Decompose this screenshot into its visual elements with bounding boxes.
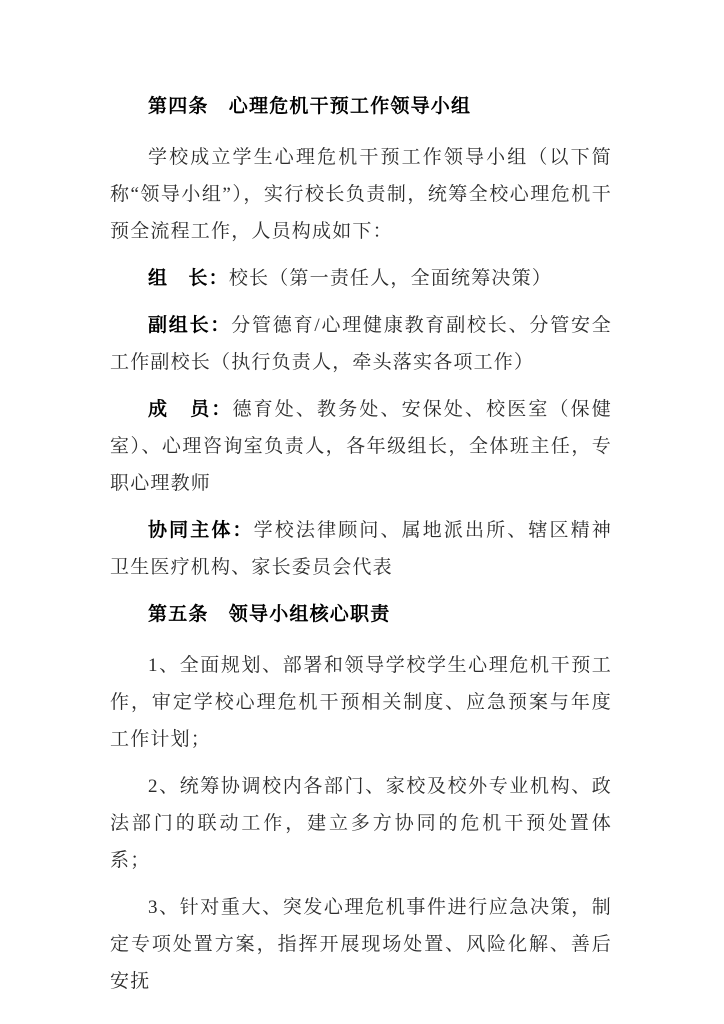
paragraph-duty-1: 1、全面规划、部署和领导学校学生心理危机干预工作，审定学校心理危机干预相关制度、应急预案与年度工作计划； — [110, 655, 612, 750]
section-heading-article-5: 第五条 领导小组核心职责 — [148, 604, 391, 625]
paragraph-duty-3: 3、针对重大、突发心理危机事件进行应急决策，制定专项处置方案，指挥开展现场处置、风险化解、善后安抚 — [110, 897, 612, 992]
paragraph-group-establishment: 学校成立学生心理危机干预工作领导小组（以下简称“领导小组”），实行校长负责制，统筹全校心理危机干预全流程工作，人员构成如下： — [110, 147, 612, 242]
paragraph-text-leader: 校长（第一责任人，全面统筹决策） — [228, 268, 553, 289]
paragraph-text-collaborators: 学校法律顾问、属地派出所、辖区精神卫生医疗机构、家长委员会代表 — [110, 520, 612, 578]
paragraph-text-members: 德育处、教务处、安保处、校医室（保健室）、心理咨询室负责人，各年级组长，全体班主任，专职心理教师 — [110, 399, 612, 494]
paragraph-duty-2: 2、统筹协调校内各部门、家校及校外专业机构、政法部门的联动工作，建立多方协同的危机干预处置体系； — [110, 776, 612, 871]
paragraph-deputy-leader — [110, 307, 612, 381]
paragraph-label-leader: 组 长： — [148, 268, 229, 289]
paragraph-members — [110, 391, 612, 502]
paragraph-label-deputy-leader: 副组长： — [148, 315, 232, 336]
paragraph-label-collaborators: 协同主体： — [148, 520, 254, 541]
paragraph-label-members: 成 员： — [148, 399, 233, 420]
paragraph-collaborators — [110, 512, 612, 586]
paragraph-group-leader — [110, 260, 612, 297]
section-heading-article-4: 第四条 心理危机干预工作领导小组 — [148, 96, 472, 117]
paragraph-text-deputy-leader: 分管德育/心理健康教育副校长、分管安全工作副校长（执行负责人，牵头落实各项工作） — [110, 315, 612, 373]
